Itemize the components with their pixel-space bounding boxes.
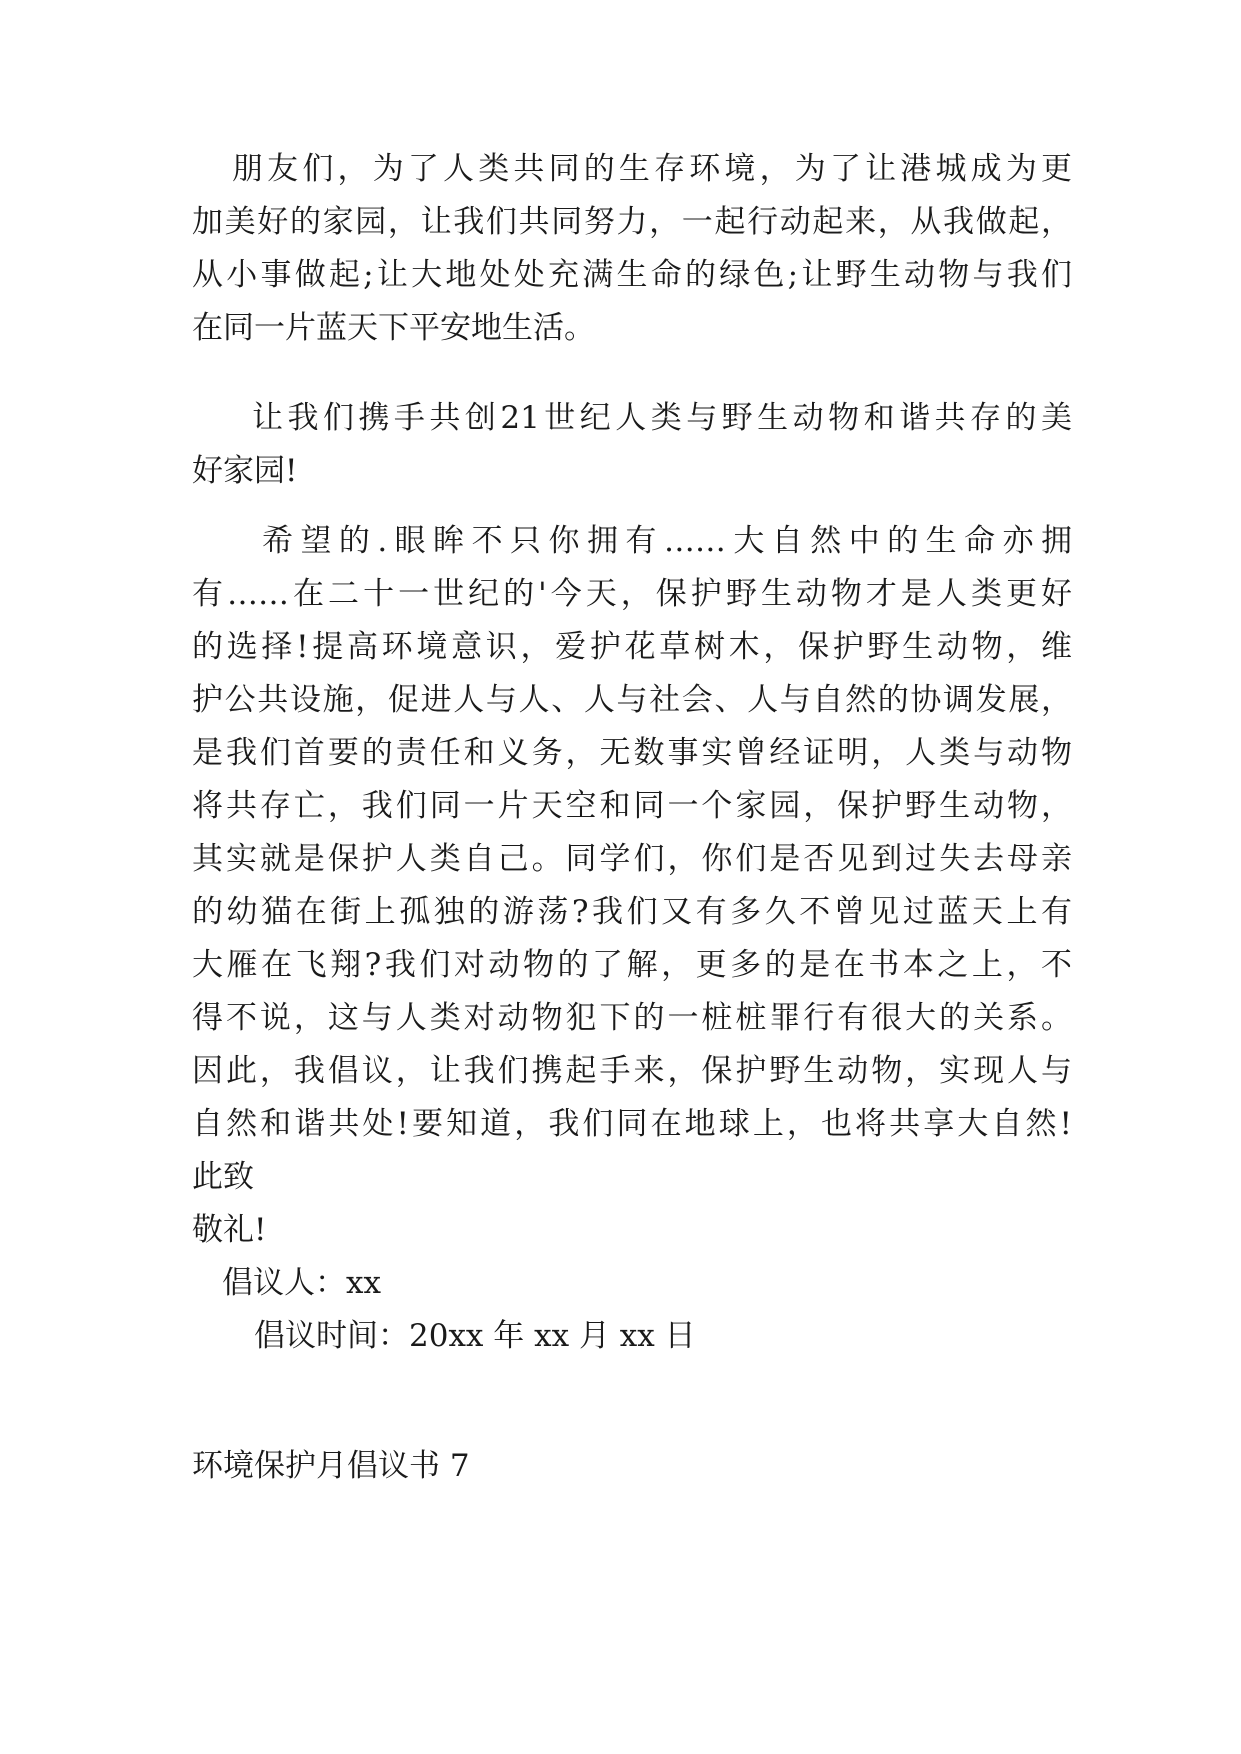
paragraph-3-line-12: 自然和谐共处!要知道，我们同在地球上，也将共享大自然! [192,1106,1072,1142]
next-section-title: 环境保护月倡议书 7 [192,1448,470,1484]
paragraph-3-line-4: 护公共设施，促进人与人、人与社会、人与自然的协调发展， [192,682,1072,718]
salutation-line-1: 此致 [192,1159,254,1195]
paragraph-3-line-5: 是我们首要的责任和义务，无数事实曾经证明，人类与动物 [192,735,1072,771]
paragraph-3-line-2: 有……在二十一世纪的'今天，保护野生动物才是人类更好 [192,576,1072,612]
salutation-line-2: 敬礼! [192,1212,267,1248]
paragraph-3-line-7: 其实就是保护人类自己。同学们，你们是否见到过失去母亲 [192,841,1072,877]
paragraph-2-line-2: 好家园! [192,453,298,489]
paragraph-2-line-1: 让我们携手共创21世纪人类与野生动物和谐共存的美 [252,400,1072,436]
paragraph-1-line-2: 加美好的家园，让我们共同努力，一起行动起来，从我做起， [192,204,1072,240]
paragraph-1-line-3: 从小事做起;让大地处处充满生命的绿色;让野生动物与我们 [192,257,1072,293]
paragraph-3-line-1: 希望的.眼眸不只你拥有……大自然中的生命亦拥 [262,523,1072,559]
proposer-line: 倡议人：xx [222,1265,381,1301]
paragraph-3-line-3: 的选择!提高环境意识，爱护花草树木，保护野生动物，维 [192,629,1072,665]
paragraph-3-line-10: 得不说，这与人类对动物犯下的一桩桩罪行有很大的关系。 [192,1000,1072,1036]
paragraph-3-line-8: 的幼猫在街上孤独的游荡?我们又有多久不曾见过蓝天上有 [192,894,1072,930]
paragraph-3-line-9: 大雁在飞翔?我们对动物的了解，更多的是在书本之上，不 [192,947,1072,983]
date-line: 倡议时间：20xx 年 xx 月 xx 日 [254,1318,696,1354]
paragraph-3-line-6: 将共存亡，我们同一片天空和同一个家园，保护野生动物， [192,788,1072,824]
paragraph-1-line-1: 朋友们，为了人类共同的生存环境，为了让港城成为更 [232,151,1072,187]
paragraph-1-line-4: 在同一片蓝天下平安地生活。 [192,310,595,346]
paragraph-3-line-11: 因此，我倡议，让我们携起手来，保护野生动物，实现人与 [192,1053,1072,1089]
